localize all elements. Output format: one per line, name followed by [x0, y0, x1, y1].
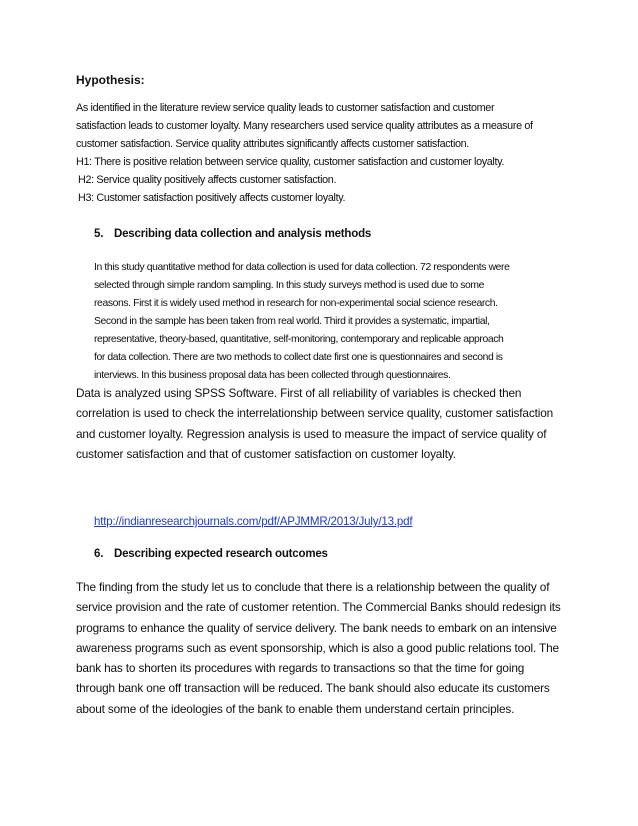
analysis-line: customer satisfaction and that of customer satisfaction on customer loyalty.: [76, 446, 456, 461]
outcomes-line: programs to enhance the quality of service delivery. The bank needs to embark on an intensive: [76, 620, 557, 635]
reference-link[interactable]: http://indianresearchjournals.com/pdf/APJMMR/2013/July/13.pdf: [94, 515, 413, 528]
hypothesis-h3: H3: Customer satisfaction positively affects customer loyalty.: [78, 192, 346, 204]
hypothesis-line: satisfaction leads to customer loyalty. Many researchers used service quality attributes as a measure of: [76, 120, 533, 132]
section-6-title: Describing expected research outcomes: [114, 548, 328, 560]
section-5-heading: [94, 228, 371, 240]
outcomes-line: The finding from the study let us to conclude that there is a relationship between the quality of: [76, 580, 550, 594]
outcomes-line: through bank one off transaction will be reduced. The bank should also educate its customers: [76, 681, 550, 696]
outcomes-line: awareness programs such as event sponsorship, which is also a good public relations tool. The: [76, 640, 559, 655]
method-line: reasons. First it is widely used method in research for non-experimental social science research.: [94, 298, 498, 309]
outcomes-line: about some of the ideologies of the bank to enable them understand certain principles.: [76, 701, 515, 716]
analysis-line: and customer loyalty. Regression analysis is used to measure the impact of service quality of: [76, 426, 547, 441]
outcomes-line: service provision and the rate of customer retention. The Commercial Banks should redesign its: [76, 600, 561, 615]
hypothesis-h1: H1: There is positive relation between service quality, customer satisfaction and customer loyalty.: [76, 156, 505, 168]
analysis-line: Data is analyzed using SPSS Software. First of all reliability of variables is checked then: [76, 386, 522, 400]
outcomes-paragraph: [76, 577, 576, 719]
section-5-number: 5.: [94, 228, 104, 240]
hypothesis-line: As identified in the literature review service quality leads to customer satisfaction and customer: [76, 102, 495, 114]
data-collection-paragraph: [94, 259, 574, 385]
section-5-title: Describing data collection and analysis methods: [114, 228, 372, 240]
hypothesis-paragraph: [76, 99, 576, 207]
method-line: selected through simple random sampling. In this study surveys method is used due to some: [94, 280, 485, 291]
hypothesis-heading: Hypothesis:: [76, 73, 145, 87]
method-line: for data collection. There are two methods to collect date first one is questionnaires and second is: [94, 352, 503, 363]
method-line: Second in the sample has been taken from real world. Third it provides a systematic, impartial,: [94, 316, 490, 327]
analysis-line: correlation is used to check the interrelationship between service quality, customer satisfaction: [76, 406, 554, 421]
method-line: In this study quantitative method for data collection is used for data collection. 72 respondents were: [94, 262, 510, 273]
analysis-paragraph: [76, 383, 576, 464]
section-6-number: 6.: [94, 548, 104, 560]
hypothesis-h2: H2: Service quality positively affects customer satisfaction.: [78, 174, 337, 186]
method-line: representative, theory-based, quantitative, self-monitoring, contemporary and replicable approach: [94, 334, 504, 345]
section-6-heading: [94, 548, 328, 560]
method-line: interviews. In this business proposal data has been collected through questionnaires.: [94, 370, 451, 381]
outcomes-line: bank has to shorten its procedures with regards to transactions so that the time for going: [76, 661, 525, 676]
hypothesis-line: customer satisfaction. Service quality attributes significantly affects customer satisfaction.: [76, 138, 469, 150]
